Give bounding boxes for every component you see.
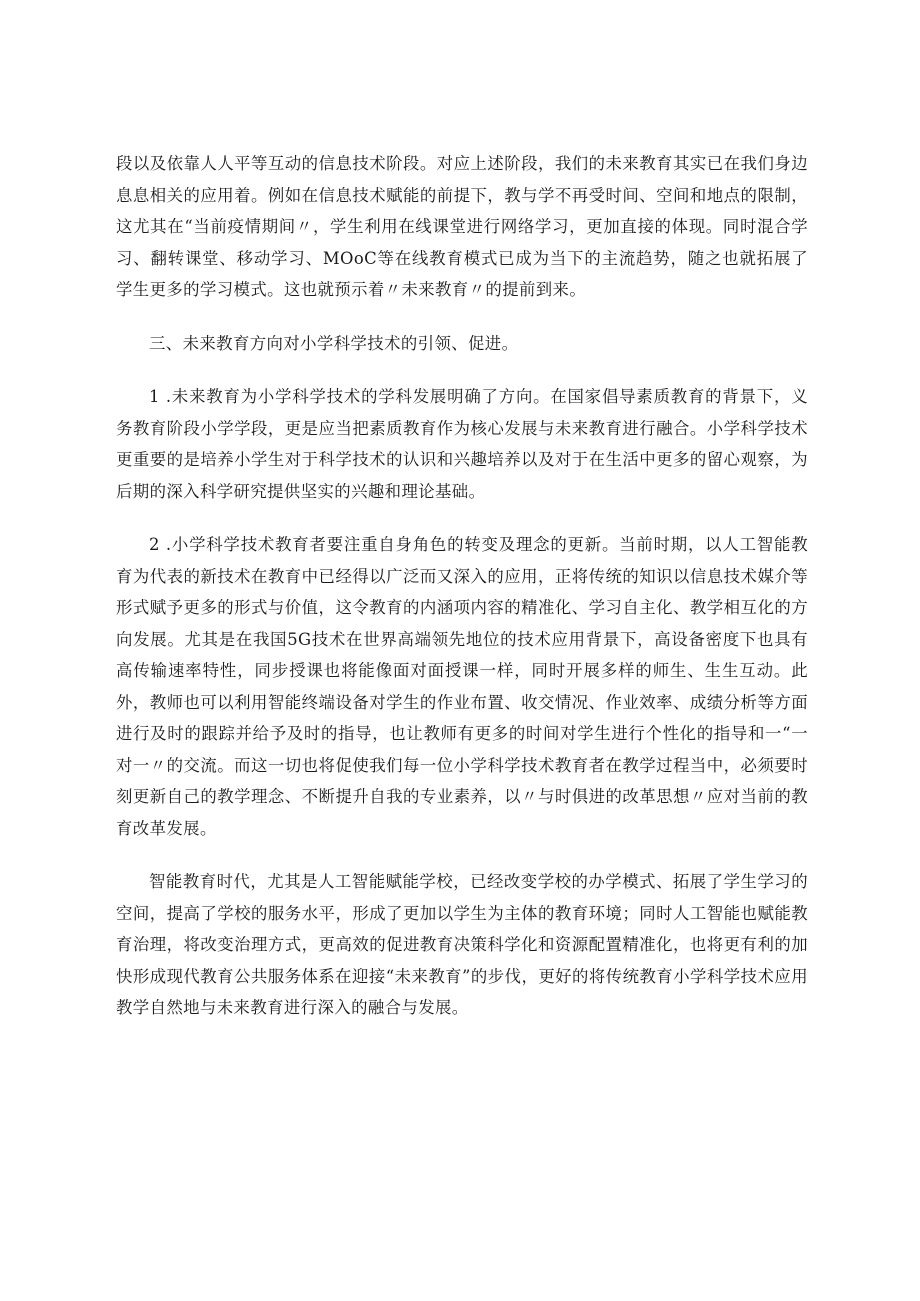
paragraph-point-1: 1 .未来教育为小学科学技术的学科发展明确了方向。在国家倡导素质教育的背景下，义务教育阶段小学学段，更是应当把素质教育作为核心发展与未来教育进行融合。小学科学技术更重要的是培养小学生对于科学技术的认识和兴趣培养以及对于在生活中更多的留心观察，为后期的深入科学研究提供坚实的兴趣和理论基础。 [116, 387, 808, 501]
section-heading: 三、未来教育方向对小学科学技术的引领、促进。 [149, 333, 519, 353]
paragraph-point-2: 2 .小学科学技术教育者要注重自身角色的转变及理念的更新。当前时期，以人工智能教育为代表的新技术在教育中已经得以广泛而又深入的应用，正将传统的知识以信息技术媒介等形式赋予更多的形式与价值，这令教育的内涵项内容的精准化、学习自主化、教学相互化的方向发展。尤其是在我国5G技术在世界高端领先地位的技术应用背景下，高设备密度下也具有高传输速率特性，同步授课也将能像面对面授课一样，同时开展多样的师生、生生互动。此外，教师也可以利用智能终端设备对学生的作业布置、收交情况、作业效率、成绩分析等方面进行及时的跟踪并给予及时的指导，也让教师有更多的时间对学生进行个性化的指导和一“一对一〃的交流。而这一切也将促使我们每一位小学科学技术教育者在教学过程当中，必须要时刻更新自己的教学理念、不断提升自我的专业素养，以〃与时俱进的改革思想〃应对当前的教育改革发展。 [116, 535, 808, 838]
paragraph-continuation: 段以及依靠人人平等互动的信息技术阶段。对应上述阶段，我们的未来教育其实已在我们身边息息相关的应用着。例如在信息技术赋能的前提下，教与学不再受时间、空间和地点的限制，这尤其在“当前疫情期间〃，学生利用在线课堂进行网络学习，更加直接的体现。同时混合学习、翻转课堂、移动学习、MOoC等在线教育模式已成为当下的主流趋势，随之也就拓展了学生更多的学习模式。这也就预示着〃未来教育〃的提前到来。 [116, 154, 808, 299]
document-body [116, 148, 808, 1024]
paragraph-conclusion: 智能教育时代，尤其是人工智能赋能学校，已经改变学校的办学模式、拓展了学生学习的空间，提高了学校的服务水平，形成了更加以学生为主体的教育环境；同时人工智能也赋能教育治理，将改变治理方式，更高效的促进教育决策科学化和资源配置精准化，也将更有利的加快形成现代教育公共服务体系在迎接“未来教育”的步伐，更好的将传统教育小学科学技术应用教学自然地与未来教育进行深入的融合与发展。 [116, 872, 808, 1017]
